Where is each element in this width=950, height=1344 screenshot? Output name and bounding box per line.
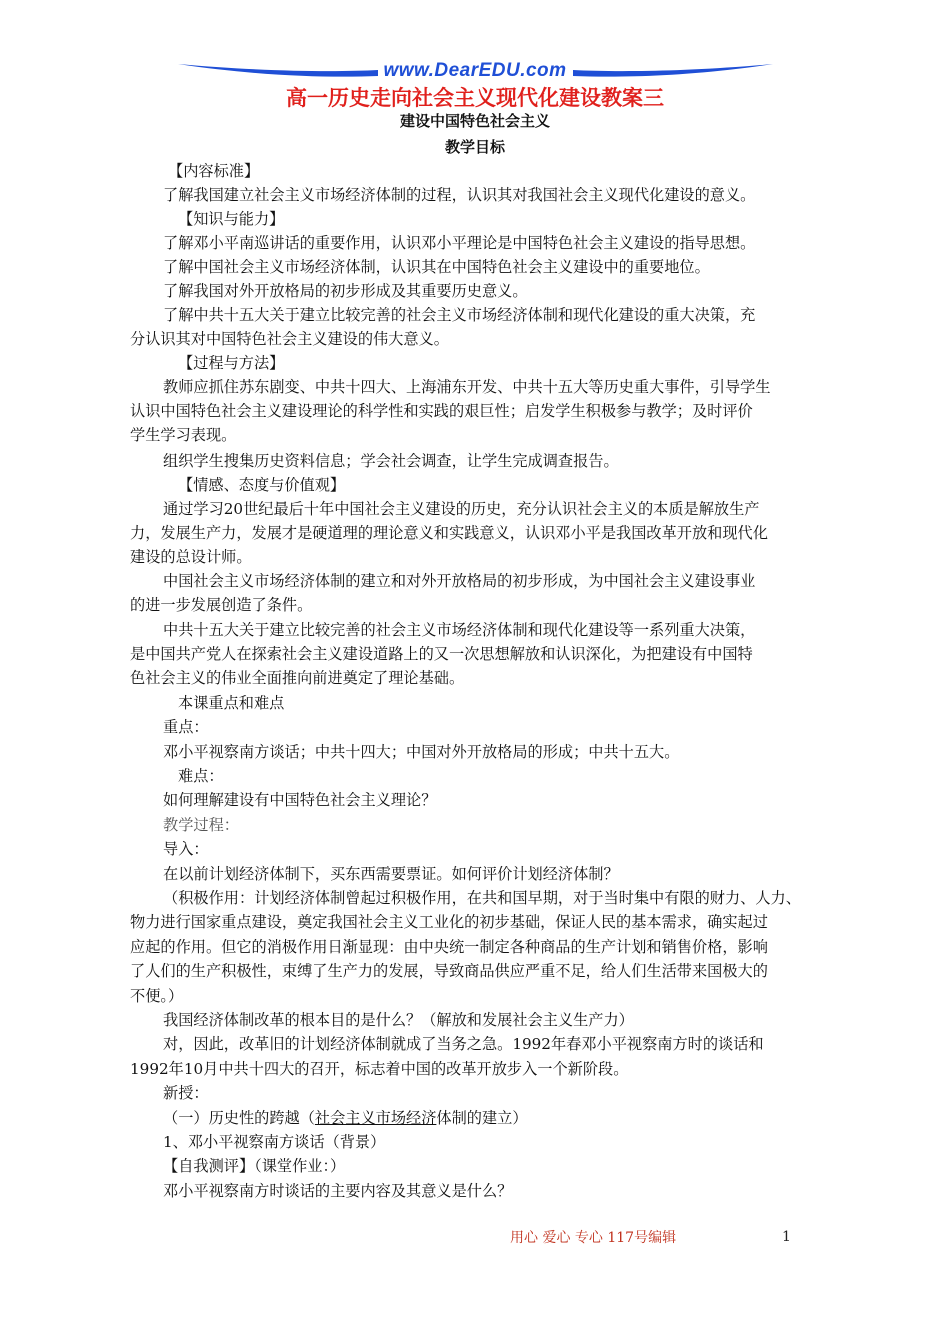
paragraph-line: 中国社会主义市场经济体制的建立和对外开放格局的初步形成，为中国社会主义建设事业 [163, 572, 756, 590]
paragraph-line: 不便。） [130, 987, 184, 1005]
paragraph-line: 邓小平视察南方时谈话的主要内容及其意义是什么？ [163, 1182, 513, 1200]
heading-knowledge-ability: 【知识与能力】 [178, 210, 285, 228]
paragraph-line: 的进一步发展创造了条件。 [130, 596, 313, 614]
heading-key-points-difficulties: 本课重点和难点 [178, 694, 285, 712]
paragraph-line: 组织学生搜集历史资料信息；学会社会调查，让学生完成调查报告。 [163, 452, 619, 470]
section-heading-suffix: 体制的建立） [436, 1109, 528, 1127]
paragraph-line: 1992年10月中共十四大的召开，标志着中国的改革开放步入一个新阶段。 [130, 1060, 629, 1078]
paragraph-line: 学生学习表现。 [130, 426, 237, 444]
label-new-lesson: 新授： [163, 1084, 209, 1102]
section-heading-prefix: （一）历史性的跨越（ [163, 1109, 315, 1127]
heading-content-standard: 【内容标准】 [168, 162, 260, 180]
footer-editor-note: 用心 爱心 专心 117号编辑 [510, 1230, 677, 1246]
page-number: 1 [782, 1229, 791, 1245]
paragraph-line: 邓小平视察南方谈话；中共十四大；中国对外开放格局的形成；中共十五大。 [163, 743, 680, 761]
document-title: 高一历史走向社会主义现代化建设教案三 [286, 86, 664, 110]
label-difficulties: 难点： [178, 767, 224, 785]
label-self-assessment: 【自我测评】（课堂作业：） [163, 1157, 346, 1175]
paragraph-line: 了解我国对外开放格局的初步形成及其重要历史意义。 [163, 282, 528, 300]
paragraph-line: 了解中共十五大关于建立比较完善的社会主义市场经济体制和现代化建设的重大决策，充 [163, 306, 756, 324]
paragraph-line: 了解中国社会主义市场经济体制，认识其在中国特色社会主义建设中的重要地位。 [163, 258, 710, 276]
paragraph-line: 认识中国特色社会主义建设理论的科学性和实践的艰巨性；启发学生积极参与教学；及时评价 [130, 402, 753, 420]
paragraph-line: 教师应抓住苏东剧变、中共十四大、上海浦东开发、中共十五大等历史重大事件，引导学生 [163, 378, 771, 396]
site-url-logo: www.DearEDU.com [383, 60, 567, 81]
paragraph-line: 建设的总设计师。 [130, 548, 252, 566]
paragraph-line: 如何理解建设有中国特色社会主义理论？ [163, 791, 437, 809]
paragraph-line: 我国经济体制改革的根本目的是什么？（解放和发展社会主义生产力） [163, 1011, 634, 1029]
underlined-term: 社会主义市场经济 [314, 1109, 437, 1127]
label-introduction: 导入： [163, 840, 209, 858]
paragraph-line: 应起的作用。但它的消极作用日渐显现：由中央统一制定各种商品的生产计划和销售价格，影响 [130, 938, 768, 956]
paragraph-line: 色社会主义的伟业全面推向前进奠定了理论基础。 [130, 669, 465, 687]
paragraph-line: 是中国共产党人在探索社会主义建设道路上的又一次思想解放和认识深化，为把建设有中国特 [130, 645, 753, 663]
paragraph-line: 了解我国建立社会主义市场经济体制的过程，认识其对我国社会主义现代化建设的意义。 [163, 186, 756, 204]
heading-teaching-process: 教学过程： [163, 816, 239, 834]
heading-emotion-attitude-values: 【情感、态度与价值观】 [178, 476, 346, 494]
section-heading-historic-leap [163, 1107, 528, 1129]
paragraph-line: （积极作用：计划经济体制曾起过积极作用，在共和国早期，对于当时集中有限的财力、人力、 [163, 889, 801, 907]
paragraph-line: 通过学习20世纪最后十年中国社会主义建设的历史，充分认识社会主义的本质是解放生产 [163, 500, 760, 518]
heading-process-method: 【过程与方法】 [178, 354, 285, 372]
paragraph-line: 物力进行国家重点建设，奠定我国社会主义工业化的初步基础，保证人民的基本需求，确实起过 [130, 913, 768, 931]
paragraph-line: 了人们的生产积极性，束缚了生产力的发展，导致商品供应严重不足，给人们生活带来国极大的 [130, 962, 768, 980]
paragraph-line: 力，发展生产力，发展才是硬道理的理论意义和实践意义，认识邓小平是我国改革开放和现代化 [130, 524, 768, 542]
paragraph-line: 中共十五大关于建立比较完善的社会主义市场经济体制和现代化建设等一系列重大决策， [163, 621, 756, 639]
paragraph-line: 在以前计划经济体制下，买东西需要票证。如何评价计划经济体制？ [163, 865, 619, 883]
section-subtitle: 建设中国特色社会主义 [399, 112, 550, 130]
paragraph-line: 对，因此，改革旧的计划经济体制就成了当务之急。1992年春邓小平视察南方时的谈话和 [163, 1035, 764, 1053]
paragraph-line: 分认识其对中国特色社会主义建设的伟大意义。 [130, 330, 449, 348]
label-key-points: 重点： [163, 718, 209, 736]
paragraph-line: 了解邓小平南巡讲话的重要作用，认识邓小平理论是中国特色社会主义建设的指导思想。 [163, 234, 756, 252]
section-heading-teaching-goals: 教学目标 [444, 138, 505, 156]
subsection-heading: 1、邓小平视察南方谈话（背景） [163, 1133, 386, 1151]
